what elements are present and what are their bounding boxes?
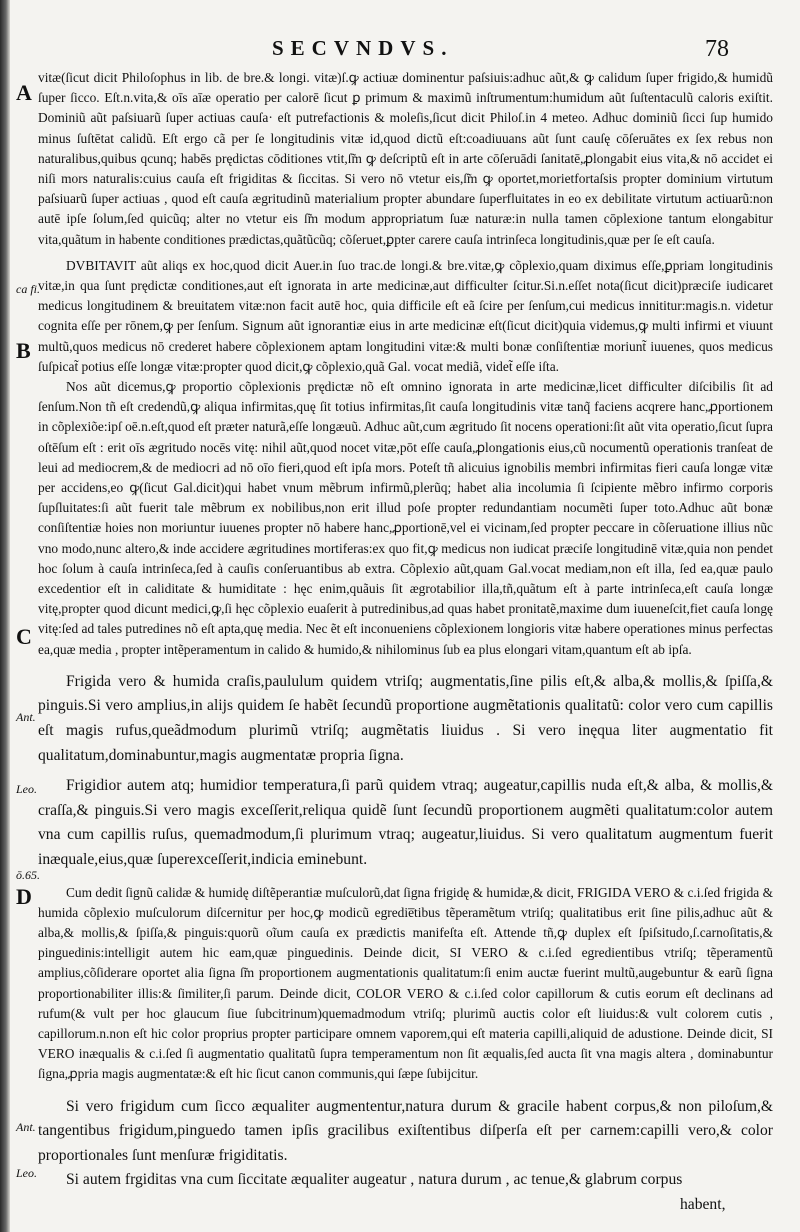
running-head: SECVNDVS. bbox=[272, 36, 454, 60]
margin-note-ant-1: Ant. bbox=[16, 710, 36, 724]
paragraph-dubitavit: DVBITAVIT aũt aliqs ex hoc,quod dicit Auer.in ſuo trac.de longi.& bre.vitæ,ꝙ cõplexio,quam diximus eſſe,ꝑpriam longitudinis vitæ,in qua ſunt prędictæ conditiones,aut eſt ignorata in arte medicinæ,aut difficulter ſcitur.Si.n.eſſet nota(ſicut dicit)præciſe iudicaret medicus longitudinem & breuitatem vitæ:non facit autē hoc, quia difficile eſt eã ſcire per ſenſum,cui medicus innititur:magis.n. videtur cognita eſſe per rōnem,ꝙ per ſenſum. Signum aũt ignorantiæ eius in arte medicinæ eſt(ſicut dicit)quia videmus,ꝙ multi infirmi et viuunt multũ,quos medicus nō crederet habere cõplexionem aptam longitudini vitæ:& multi bonæ conſiſtentiæ moriunt̃ iuuenes, quos medicus ſuſpicat̃ potius eſſe longæ vitæ:propter quod dicit,ꝙ cõplexio,quã Gal. vocat mediã, videt̃ eſſe iſta. bbox=[38, 257, 773, 374]
paragraph-leo-2: Si autem frgiditas vna cum ſiccitate æqualiter augeatur , natura durum , ac tenue,& glabrum corpus bbox=[66, 1171, 683, 1189]
margin-note-ant-2: Ant. bbox=[16, 1120, 36, 1134]
paragraph-leo-1: Frigidior autem atq; humidior temperatura,ſi parũ quidem vtraq; augeatur,capillis nuda eſt,& alba, & mollis,& craſſa,& pinguis.Si vero magis exceſſerit,reliqua quidẽ ſunt ſecundũ proportionem augmẽti qualitatum:color autem vna cum capillis ruſus, quemadmodum,ſi plurimum vtraq; augeatur,liuidus. Si vero qualitatum augmentum fuerit inæquale,eius,quæ ſuperexceſſerit,indicia eminebunt. bbox=[38, 777, 773, 869]
text-block bbox=[38, 68, 773, 1193]
margin-letter-d: D bbox=[16, 884, 32, 909]
margin-note-ca-fi: ca fi. bbox=[16, 282, 40, 296]
folio-number: 78 bbox=[705, 36, 729, 62]
paragraph-nos-aut: Nos aũt dicemus,ꝙ proportio cõplexionis prędictæ nõ eſt omnino ignorata in arte medicinæ,licet difficulter diſcibilis ſit ad ſenſum.Non tñ eſt credendũ,ꝙ aliqua infirmitas,quę ſit totius infirmitas,ſit cauſa longitudinis vitæ tanq̃ faciens acqrere hanc,ꝓportionem in cõplexiõe:ipſ oē.n.eſt,quod eſt præter naturã,eſſe longæuũ. Adhuc aũt,cum ægritudo ſit nocens operationi:ſit aũt vita operatio,ſicut ſupra oſtēſum eſt : erit oīs ægritudo nocēs vitę: nihil aũt,quod nocet vitæ,pōt eſſe cauſa,ꝓlongationis eius,cũ nocumentũ operationis tranſeat de leui ad mediocrem,& de mediocri ad nō oīo fieri,quod eſt ipſa mors. Poteſt tñ alicuius ignobilis membri infirmitas fieri cauſa longæ vitæ per accidens,eo ꝙ(ſicut Gal.dicit)qui habet vnum mẽbrum infirmũ,plerũq; habet alia incolumia ſi ſcipiente mẽbro infirmo corporis ſupſluitates:ſi aũt fuerit tale mẽbrum ex nobilibus,non erit illud poſe propter redundantiam nocumẽti ſuper toto.Adhuc aũt bonæ conſiſtentiæ hoies non moriuntur iuuenes propter nō habere hanc,ꝓportionē,vel ei vicinam,ſed propter peccare in cõſeruatione illius nũc vno modo,nunc altero,& inde accidere ægritudines mortiferas:ex quo fit,ꝙ medicus non iudicat præciſe longitudinē vitæ,quia non pendet hoc ſolum à cauſa intrinſeca,ſed à cauſis conſeruantibus ab extra. Cõplexio aũt,quam Gal.vocat mediam,non eſt illa, ſed ea,quæ paulo excedentior eſt in caliditate & humiditate : hęc enim,quãuis ſit ægrotabilior illa,tñ,quãtum eſt à parte intrinſeca,eſt cauſa longæ vitę,propter quod dicunt medici,ꝙ,ſi hęc cõplexio euaſerit à putredinibus,ad quas habet pronitatẽ,maxime dum iuueneſcit,fiet cauſa longę vitę:ſed ad tales putredines nõ eſt apta,quę media. Nec ẽt eſt inconueniens cõplexionem longioris vitæ habere operationes minus perfectas ea,quæ media , propter intẽperamentum in calido & humido,& nihilominus ſub ea plus elongari vitam,quantum eſt ab ipſa. bbox=[38, 379, 773, 657]
margin-note-leo-1: Leo. bbox=[16, 782, 37, 796]
margin-letter-c: C bbox=[16, 624, 32, 649]
catchword: habent, bbox=[680, 1196, 726, 1213]
margin-letter-b: B bbox=[16, 338, 31, 363]
margin-letter-a: A bbox=[16, 80, 32, 105]
margin-note-leo-2: Leo. bbox=[16, 1166, 37, 1180]
page-header bbox=[0, 36, 800, 66]
margin-note-ref-65: ō.65. bbox=[16, 868, 40, 882]
paragraph-ant-2: Si vero frigidum cum ſicco æqualiter augmententur,natura durum & gracile habent corpus,& non piloſum,& tangentibus frigidum,pinguedo tamen ipſis gracilibus exiſtentibus diſperſa eſt per carnem:capilli vero,& color proportionales ſunt menſuræ frigiditatis. bbox=[38, 1097, 773, 1164]
paragraph-ant-1: Frigida vero & humida craſis,paululum quidem vtriſq; augmentatis,ſine pilis eſt,& alba,& mollis,& ſpiſſa,& pinguis.Si vero amplius,in alijs quidem ſe habẽt ſecundũ proportione augmẽtationis qualitatũ: color vero cum capillis eſt magis rufus,queãdmodum plurimũ vtriſq; augmẽtatis liuidus . Si vero inęqua liter augmentatio fit qualitatum,dominabuntur,magis augmentatæ propria ſigna. bbox=[38, 672, 773, 764]
paragraph-commentary: Cum dedit ſignũ calidæ & humidę diſtẽperantiæ muſculorũ,dat ſigna frigidę & humidæ,& dicit, FRIGIDA VERO & c.i.ſed frigida & humida cõplexio muſculorum diſcernitur per hoc,ꝙ modicũ egredie̅tibus tẽperamẽtum vtriſq; qualitatibus erit ſine pilis,adhuc aũt & alba,& mollis,& ſpiſſa,& pinguis:quorũ oĩum cauſa ex prædictis manifeſta eſt. Attende tñ,ꝙ duplex eſt ſpiſsitudo,ſ.carnoſitatis,& pinguedinis:intelligit autem hic eam,quæ pinguedinis. Deinde dicit, SI VERO & c.i.ſed egredientibus vtriſq; tẽperamentũ amplius,cõſiderare oportet alia ſigna ſ̃m proportionem augmentationis qualitatum:ſi enim auctæ fuerint multũ,augebuntur & earũ ſigna proportionabiliter illis:& ſimiliter,ſi parum. Deinde dicit, COLOR VERO & c.i.ſed color capillorum & cutis eorum eſt declinans ad rufum(& vult per hoc glaucum ſiue ſubcitrinum)quemadmodum vtriſq; plurimũ auctis color eſt liuidus:& vult colorem cutis , capillorum.n.non eſt hic color proprius propter participare omnem vaporem,qui eſt materia capilli,aliquid de adustione. Deinde dicit, SI VERO inæqualis & c.i.ſed ſi augmentatio qualitatũ ſupra temperamentum non ſit æqualis,ſed aucta ſit vna magis altera , dominabuntur ſigna,ꝓpria magis augmentatæ:& eſt hic ſicut canon communis,qui ſæpe ſubijcitur. bbox=[38, 884, 773, 1082]
book-gutter bbox=[0, 0, 10, 1232]
paragraph-1: vitæ(ſicut dicit Philoſophus in lib. de bre.& longi. vitæ)ſ.ꝙ actiuæ dominentur paſsiuis:adhuc aũt,& ꝙ calidum ſuper frigido,& humidũ ſuper ſicco. Eſt.n.vita,& oīs aīæ operatio per calorē ſicut ꝑ primum & maximũ inſtrumentum:humidum aũt ſuſtentaculũ caloris exiſtit. Dominiũ aũt paſsiuarũ ſuper actiuas cauſa· eſt putrefactionis & moleſis,ſicut dicit Philoſ.in 4 meteo. Adhuc dominiũ ſicci ſup humido minus ſuſtētat calidũ. Eſt ergo cã per ſe longitudinis vitæ id,quod dictũ eſt:coadiuuans aũt ſunt cauſę cōſeruātes ex ſex rebus non naturalibus,quibus qcunq; habēs prędictas cōditiones vtit,ſ̃m ꝙ deſcriptũ eſt in arte cōſeruādi ſanitatē,ꝓlongabit eius vita,& nō accidet ei niſi mors naturalis:cuius cauſa eſt frigiditas & ſiccitas. Si vero nō vtetur eis,ſ̃m ꝙ oportet,morietfortaſsis propter dominium virtutum paſsiuarũ ſuper actiuas , quod eſt cauſa ægritudinũ materialium propter abundare ſuperfluitates in eo ex debilitate virtutum actiuarũ:non autē ipſe ſolum,ſed quicũq; alter no vtetur eis ſ̃m modum appropriatum ſuæ naturæ:in nulla tamen cōplexione tantum elongabitur vita,quãtum in habente conditiones prædictas,quãtũcũq; cõſeruet,ꝑpter carere cauſa intrinſeca longitudinis,quæ per ſe eſt cauſa. bbox=[38, 70, 773, 247]
